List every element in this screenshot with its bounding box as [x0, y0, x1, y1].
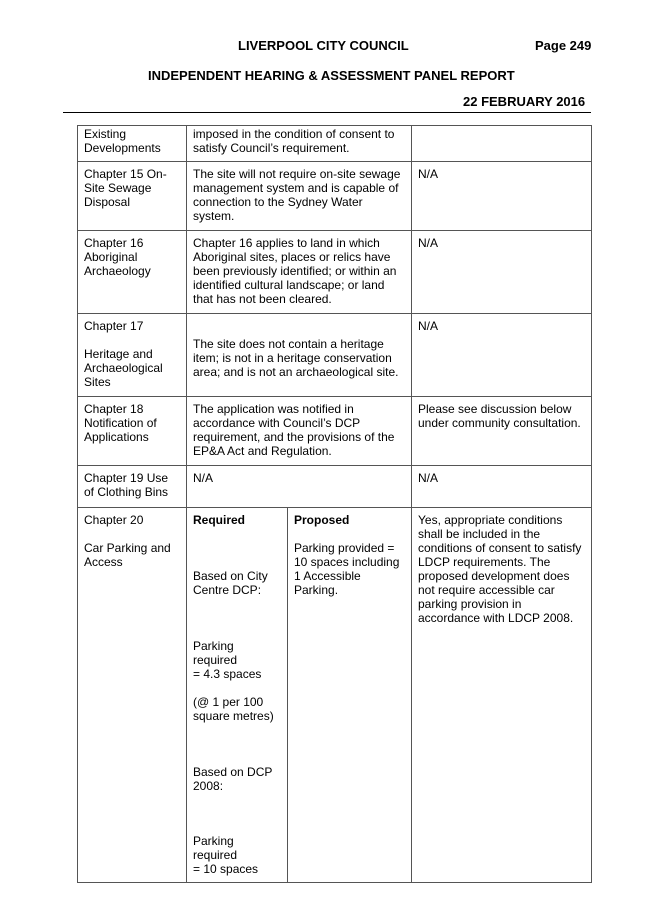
detail-cell: N/A	[187, 466, 412, 508]
detail-cell: Chapter 16 applies to land in which Aboriginal sites, places or relics have been previously identified; or within an identified cultural landscape; or land that has not been cleared.	[187, 231, 412, 314]
header-rule	[63, 112, 591, 113]
page-number: Page 249	[535, 38, 592, 53]
proposed-cell: Proposed Parking provided = 10 spaces including 1 Accessible Parking.	[288, 508, 412, 883]
comment-cell: Please see discussion below under community consultation.	[412, 397, 592, 466]
chapter-cell: Chapter 17 Heritage and Archaeological Sites	[78, 314, 187, 397]
required-cell: Required Based on City Centre DCP: Parking required = 4.3 spaces (@ 1 per 100 square metres) Based on DCP 2008: Parking required = 10 spaces	[187, 508, 288, 883]
detail-cell: The site will not require on-site sewage management system and is capable of connection to the Sydney Water system.	[187, 162, 412, 231]
table-row	[78, 508, 592, 883]
chapter-cell: Chapter 16 Aboriginal Archaeology	[78, 231, 187, 314]
chapter-cell: Chapter 19 Use of Clothing Bins	[78, 466, 187, 508]
comment-cell: Yes, appropriate conditions shall be included in the conditions of consent to satisfy LDCP requirements. The proposed development does not require accessible car parking provision in accordance with LDCP 2008.	[412, 508, 592, 883]
table-row	[78, 397, 592, 466]
table-row	[78, 162, 592, 231]
detail-cell: imposed in the condition of consent to satisfy Council’s requirement.	[187, 126, 412, 162]
table-row	[78, 231, 592, 314]
comment-cell: N/A	[412, 314, 592, 397]
table-row	[78, 126, 592, 162]
detail-cell: The application was notified in accordance with Council’s DCP requirement, and the provisions of the EP&A Act and Regulation.	[187, 397, 412, 466]
detail-cell: The site does not contain a heritage item; is not in a heritage conservation area; and is not an archaeological site.	[187, 314, 412, 397]
report-date: 22 FEBRUARY 2016	[463, 94, 586, 109]
comment-cell: N/A	[412, 466, 592, 508]
chapter-cell: Existing Developments	[78, 126, 187, 162]
chapter-cell: Chapter 20 Car Parking and Access	[78, 508, 187, 883]
report-title: INDEPENDENT HEARING & ASSESSMENT PANEL REPORT	[148, 68, 515, 83]
proposed-heading: Proposed	[294, 513, 350, 527]
comment-cell: N/A	[412, 231, 592, 314]
compliance-table	[77, 125, 592, 883]
comment-cell	[412, 126, 592, 162]
table-row	[78, 466, 592, 508]
comment-cell: N/A	[412, 162, 592, 231]
table-row	[78, 314, 592, 397]
required-heading: Required	[193, 513, 246, 527]
chapter-cell: Chapter 15 On- Site Sewage Disposal	[78, 162, 187, 231]
chapter-cell: Chapter 18 Notification of Applications	[78, 397, 187, 466]
council-name: LIVERPOOL CITY COUNCIL	[238, 38, 409, 53]
